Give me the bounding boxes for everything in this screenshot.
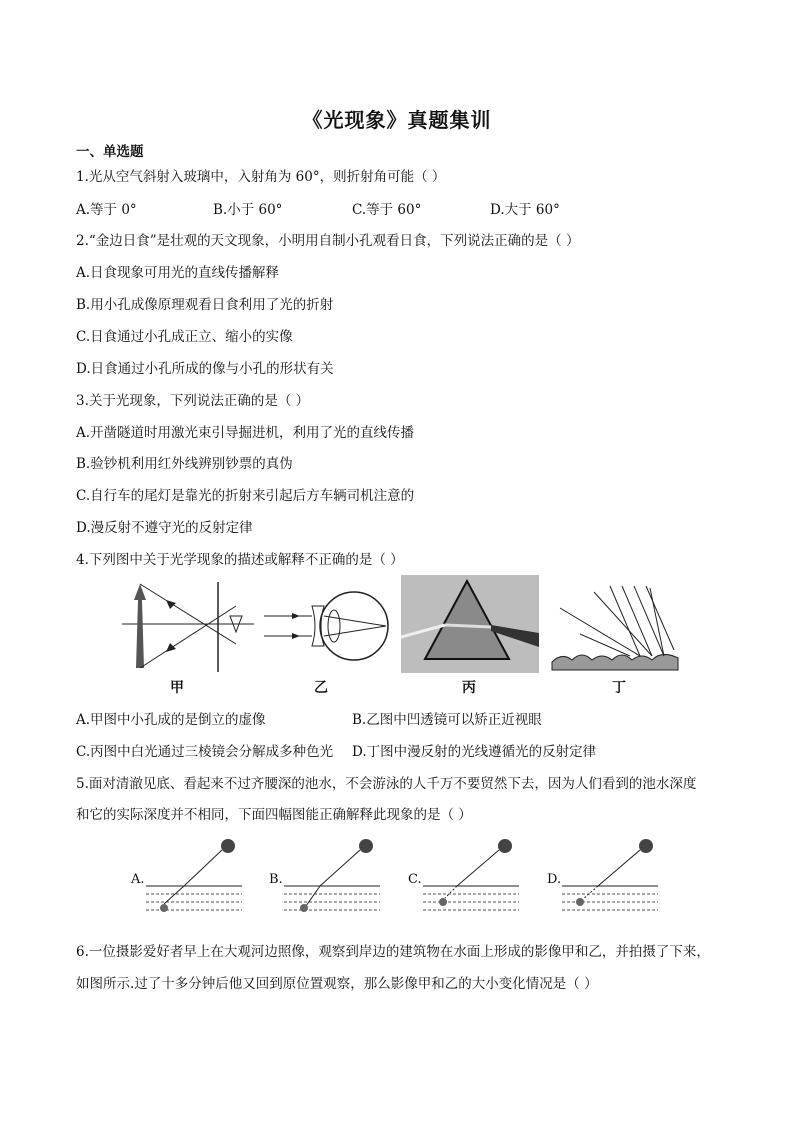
q2-option-a: A.日食现象可用光的直线传播解释: [76, 265, 280, 281]
figure-bing-prism-photo: [401, 575, 539, 673]
figure-label-bing: 丙: [462, 680, 476, 696]
q5-figure-a-refraction: [146, 836, 242, 920]
figure-ding-diffuse-reflection: [550, 578, 680, 673]
question-5-stem-line-2: 和它的实际深度并不相同，下面四幅图能正确解释此现象的是（ ）: [76, 807, 472, 823]
figure-label-jia: 甲: [170, 680, 184, 696]
q3-option-b: B.验钞机利用红外线辨别钞票的真伪: [76, 456, 293, 472]
question-4-stem: 4.下列图中关于光学现象的描述或解释不正确的是（ ）: [76, 552, 404, 568]
question-5-stem-line-1: 5.面对清澈见底、看起来不过齐腰深的池水，不会游泳的人千万不要贸然下去，因为人们看到的池水深度: [76, 776, 697, 792]
q2-option-d: D.日食通过小孔所成的像与小孔的形状有关: [76, 361, 334, 377]
q1-option-d: D.大于 60°: [490, 202, 560, 218]
q2-option-c: C.日食通过小孔成正立、缩小的实像: [76, 329, 293, 345]
q4-option-d: D.丁图中漫反射的光线遵循光的反射定律: [352, 744, 597, 760]
figure-label-ding: 丁: [612, 680, 626, 696]
q3-option-d: D.漫反射不遵守光的反射定律: [76, 520, 253, 536]
figure-label-yi: 乙: [314, 680, 328, 696]
q5-figure-label-b: B.: [269, 872, 283, 887]
q3-option-c: C.自行车的尾灯是靠光的折射来引起后方车辆司机注意的: [76, 488, 415, 504]
figure-jia-pinhole-diagram: [118, 576, 258, 676]
q1-option-b: B.小于 60°: [213, 202, 283, 218]
question-6-stem-line-2: 如图所示.过了十多分钟后他又回到原位置观察，那么影像甲和乙的大小变化情况是（ ）: [76, 976, 598, 992]
q4-option-c: C.丙图中白光通过三棱镜会分解成多种色光: [76, 744, 334, 760]
figure-yi-concave-lens-eye: [262, 580, 392, 675]
q5-figure-label-a: A.: [131, 872, 145, 887]
q2-option-b: B.用小孔成像原理观看日食利用了光的折射: [76, 297, 334, 313]
q4-option-a: A.甲图中小孔成的是倒立的虚像: [76, 712, 266, 728]
question-2-stem: 2.“金边日食”是壮观的天文现象，小明用自制小孔观看日食，下列说法正确的是（ ）: [76, 233, 580, 249]
question-6-stem-line-1: 6.一位摄影爱好者早上在大观河边照像，观察到岸边的建筑物在水面上形成的影像甲和乙，并拍摄了下来，: [76, 944, 710, 960]
question-1-stem: 1.光从空气斜射入玻璃中，入射角为 60°，则折射角可能（ ）: [76, 169, 446, 185]
q1-option-c: C.等于 60°: [352, 202, 422, 218]
question-3-stem: 3.关于光现象，下列说法正确的是（ ）: [76, 393, 310, 409]
q5-figure-c-refraction: [423, 836, 519, 920]
q5-figure-label-c: C.: [408, 872, 422, 887]
q1-option-a: A.等于 0°: [76, 202, 137, 218]
q4-option-b: B.乙图中凹透镜可以矫正近视眼: [352, 712, 542, 728]
q5-figure-d-refraction: [562, 836, 658, 920]
q3-option-a: A.开凿隧道时用激光束引导掘进机，利用了光的直线传播: [76, 425, 415, 441]
q5-figure-b-refraction: [284, 836, 380, 920]
page-title: 《光现象》真题集训: [302, 108, 492, 132]
section-heading: 一、单选题: [76, 144, 144, 160]
q5-figure-label-d: D.: [547, 872, 562, 887]
